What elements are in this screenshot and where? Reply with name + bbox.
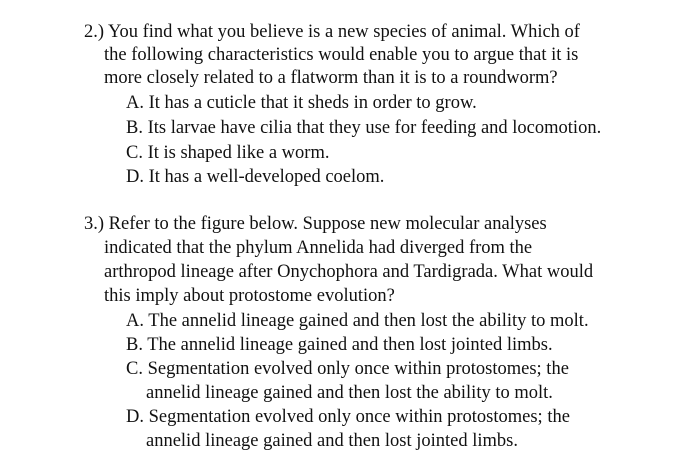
question-2-option-c: C. It is shaped like a worm. — [126, 143, 330, 163]
question-3-stem-line-1: 3.) Refer to the figure below. Suppose new molecular analyses — [84, 214, 547, 234]
question-2-option-b: B. Its larvae have cilia that they use for feeding and locomotion. — [126, 118, 602, 138]
question-3-stem-line-3: arthropod lineage after Onychophora and Tardigrada. What would — [104, 262, 594, 282]
question-3-option-d-line-2: annelid lineage gained and then lost jointed limbs. — [146, 431, 518, 451]
question-2-option-d: D. It has a well-developed coelom. — [126, 167, 385, 187]
question-2-stem-line-2: the following characteristics would enable you to argue that it is — [104, 45, 579, 65]
question-3-option-a: A. The annelid lineage gained and then lost the ability to molt. — [126, 311, 589, 331]
question-3-option-d-line-1: D. Segmentation evolved only once within protostomes; the — [126, 407, 570, 427]
question-3-option-b: B. The annelid lineage gained and then lost jointed limbs. — [126, 335, 553, 355]
question-3-stem-line-2: indicated that the phylum Annelida had diverged from the — [104, 238, 533, 258]
question-3-stem-line-4: this imply about protostome evolution? — [104, 286, 395, 306]
question-2-stem-line-1: 2.) You find what you believe is a new species of animal. Which of — [84, 22, 580, 42]
question-3-option-c-line-1: C. Segmentation evolved only once within protostomes; the — [126, 359, 569, 379]
question-2-option-a: A. It has a cuticle that it sheds in order to grow. — [126, 93, 477, 113]
question-2-stem-line-3: more closely related to a flatworm than it is to a roundworm? — [104, 68, 558, 88]
question-3-option-c-line-2: annelid lineage gained and then lost the ability to molt. — [146, 383, 553, 403]
